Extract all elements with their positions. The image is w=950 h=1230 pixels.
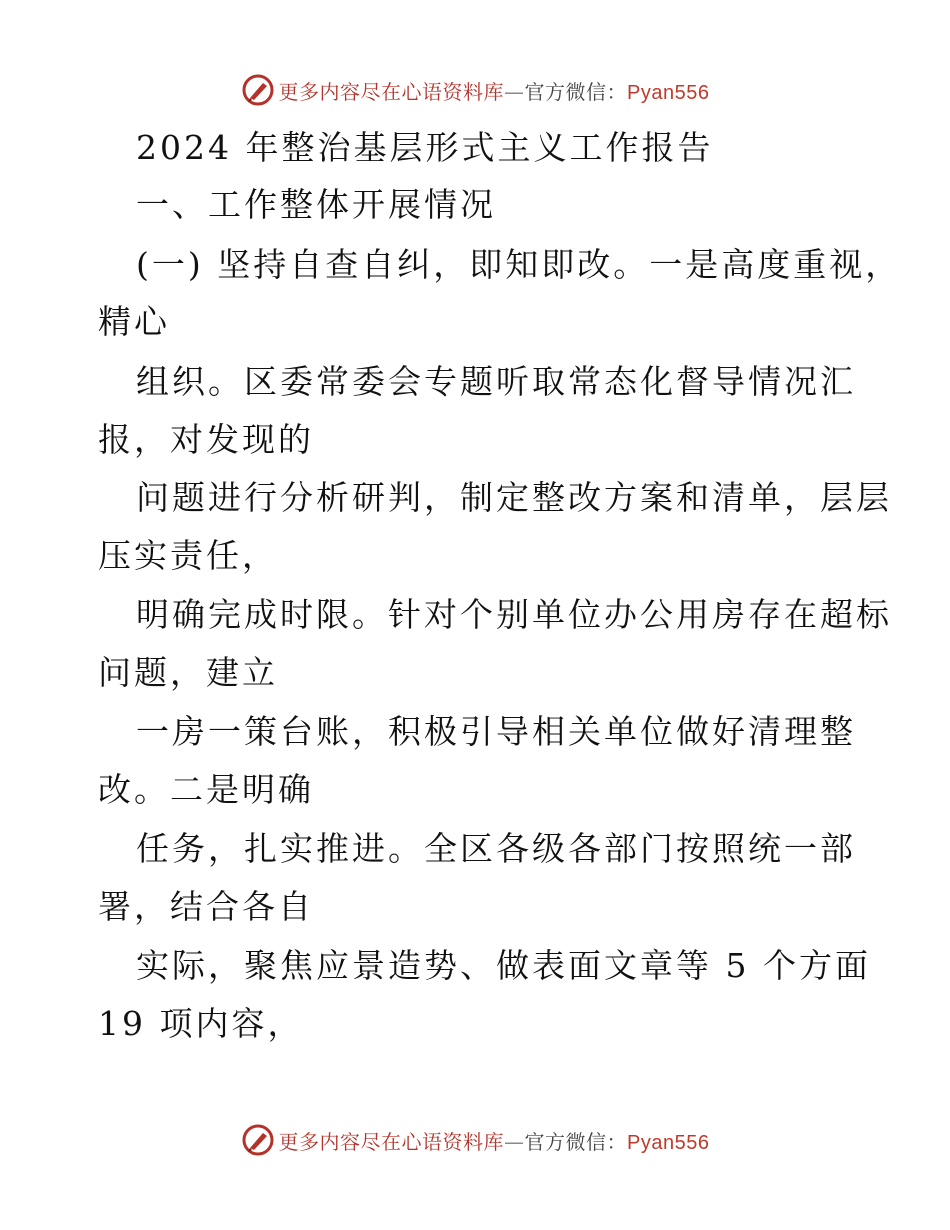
paragraph-line: 精心: [98, 302, 170, 341]
paragraph-line: 明确完成时限。针对个别单位办公用房存在超标: [136, 595, 892, 634]
paragraph-line: 实际，聚焦应景造势、做表面文章等 5 个方面: [136, 946, 871, 985]
section-heading: 一、工作整体开展情况: [136, 185, 496, 224]
paragraph-line: 一房一策台账，积极引导相关单位做好清理整: [136, 712, 856, 751]
paragraph-line: 任务，扎实推进。全区各级各部门按照统一部: [136, 829, 856, 868]
header-banner: [0, 70, 950, 110]
footer-wechat-id: Pyan556: [627, 1131, 710, 1154]
paragraph-line: 署，结合各自: [98, 887, 314, 926]
document-title: 2024 年整治基层形式主义工作报告: [136, 128, 714, 167]
paragraph-line: 改。二是明确: [98, 770, 314, 809]
paragraph-line: 问题，建立: [98, 653, 278, 692]
header-banner-text: [279, 76, 710, 105]
pen-logo-icon: [241, 73, 275, 107]
pen-logo-icon: [241, 1123, 275, 1157]
header-separator: —: [504, 79, 525, 104]
paragraph-line: 19 项内容，: [98, 1004, 304, 1043]
footer-separator: —: [504, 1129, 525, 1154]
header-wechat-label: 官方微信：: [524, 79, 628, 104]
paragraph-line: 问题进行分析研判，制定整改方案和清单，层层: [136, 478, 892, 517]
footer-banner-text: [279, 1126, 710, 1155]
header-wechat-id: Pyan556: [627, 81, 710, 104]
paragraph-line: 压实责任，: [98, 536, 278, 575]
paragraph-line: (一) 坚持自查自纠，即知即改。一是高度重视，: [136, 245, 902, 284]
header-site-text: 更多内容尽在心语资料库: [278, 79, 505, 104]
footer-wechat-label: 官方微信：: [524, 1129, 628, 1154]
footer-banner: [0, 1120, 950, 1160]
paragraph-line: 组织。区委常委会专题听取常态化督导情况汇: [136, 362, 856, 401]
paragraph-line: 报，对发现的: [98, 420, 314, 459]
footer-site-text: 更多内容尽在心语资料库: [278, 1129, 505, 1154]
